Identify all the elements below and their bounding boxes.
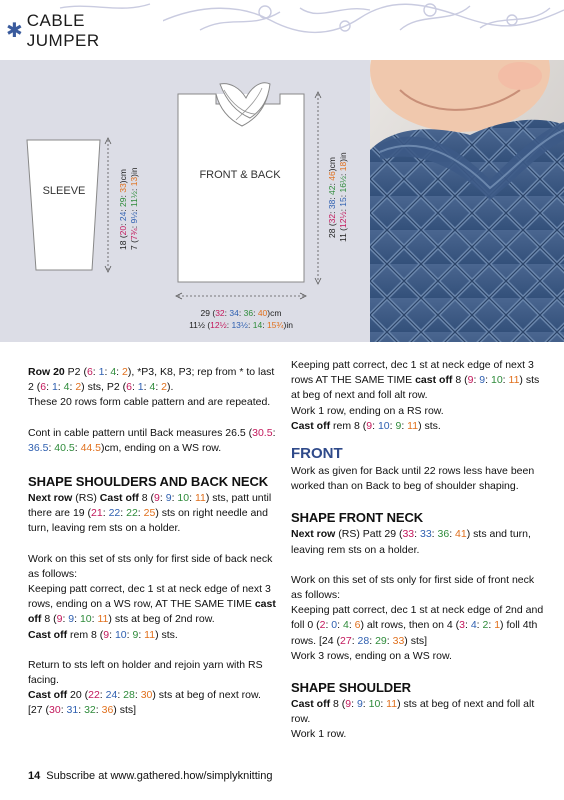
paragraph: Cont in cable pattern until Back measures 26.5 (30.5: 36.5: 40.5: 44.5)cm, ending on a WS row.	[28, 426, 276, 454]
paragraph: Cast off rem 8 (9: 10: 9: 11) sts.	[291, 419, 441, 432]
sleeve-label: SLEEVE	[42, 185, 86, 197]
heading-front: FRONT	[291, 445, 343, 463]
heading-shape-shoulders-back-neck: SHAPE SHOULDERS AND BACK NECK	[28, 474, 269, 490]
paragraph: Keeping patt correct, dec 1 st at neck edge of 2nd and foll 0 (2: 0: 4: 6) alt rows, then on 4 (3: 4: 2: 1) foll 4th rows. [24 (27: 28: 29: 33) sts]	[291, 604, 544, 647]
body-width-cm: 29 (32: 34: 36: 40)cm	[200, 308, 282, 318]
paragraph: Next row (RS) Patt 29 (33: 33: 36: 41) sts and turn, leaving rem sts on a holder.	[291, 528, 531, 556]
asterisk-icon: ✱	[6, 20, 23, 42]
sleeve-shape	[27, 140, 100, 270]
paragraph: Cast off rem 8 (9: 10: 9: 11) sts.	[28, 628, 178, 641]
paragraph: Next row (RS) Cast off 8 (9: 9: 10: 11) sts, patt until there are 19 (21: 22: 22: 25) sts on right needle and turn, leaving rem sts on a holder.	[28, 492, 272, 535]
garment-schematic	[0, 60, 370, 342]
paragraph: Keeping patt correct, dec 1 st at neck edge of next 3 rows, ending on a WS row, AT THE SAME TIME cast off 8 (9: 9: 10: 11) sts at beg of 2nd row.	[28, 583, 276, 626]
paragraph: Cast off 20 (22: 24: 28: 30) sts at beg of next row. [27 (30: 31: 32: 36) sts]	[28, 689, 261, 717]
subscribe-text: Subscribe at www.gathered.how/simplyknitting	[46, 770, 273, 782]
pattern-column-left	[28, 365, 278, 719]
paragraph: Work 3 rows, ending on a WS row.	[291, 649, 452, 662]
page-number: 14	[28, 770, 41, 782]
paragraph: Work on this set of sts only for first side of front neck as follows:	[291, 573, 535, 602]
paragraph: Work 1 row.	[291, 728, 347, 741]
paragraph: These 20 rows form cable pattern and are repeated.	[28, 396, 271, 409]
heading-shape-shoulder: SHAPE SHOULDER	[291, 680, 411, 696]
section-header	[0, 11, 163, 50]
page-footer	[28, 770, 272, 782]
paragraph: Return to sts left on holder and rejoin yarn with RS facing.	[28, 658, 263, 687]
child-jumper-photo	[370, 60, 564, 342]
section-title: CABLE JUMPER	[26, 11, 100, 50]
heading-shape-front-neck: SHAPE FRONT NECK	[291, 510, 424, 526]
body-height-cm: 28 (32: 38: 42: 46)cm	[327, 157, 337, 238]
paragraph: Work as given for Back until 22 rows less have been worked than on Back to beg of shoulder shaping.	[291, 465, 535, 493]
body-width-in: 11½ (12½: 13½: 14: 15¾)in	[189, 320, 293, 330]
row-20-instruction: Row 20 P2 (6: 1: 4: 2), *P3, K8, P3; rep from * to last 2 (6: 1: 4: 2) sts, P2 (6: 1: 4: 2).	[28, 366, 275, 394]
pattern-column-right	[291, 358, 547, 743]
paragraph: Cast off 8 (9: 9: 10: 11) sts at beg of next and foll alt row.	[291, 698, 535, 726]
sleeve-dimension-in: 7 (7¾: 9½: 11½: 13)in	[129, 167, 139, 250]
body-height-in: 11 (12½: 15: 16½: 18)in	[338, 152, 348, 242]
paragraph: Work 1 row, ending on a RS row.	[291, 404, 444, 417]
front-back-label: FRONT & BACK	[199, 169, 281, 181]
sleeve-dimension-cm: 18 (20: 24: 29: 33)cm	[118, 169, 128, 250]
paragraph: Work on this set of sts only for first side of back neck as follows:	[28, 552, 273, 580]
paragraph: Keeping patt correct, dec 1 st at neck edge of next 3 rows AT THE SAME TIME cast off 8 (9: 9: 10: 11) sts at beg of next and foll alt row.	[291, 359, 540, 402]
